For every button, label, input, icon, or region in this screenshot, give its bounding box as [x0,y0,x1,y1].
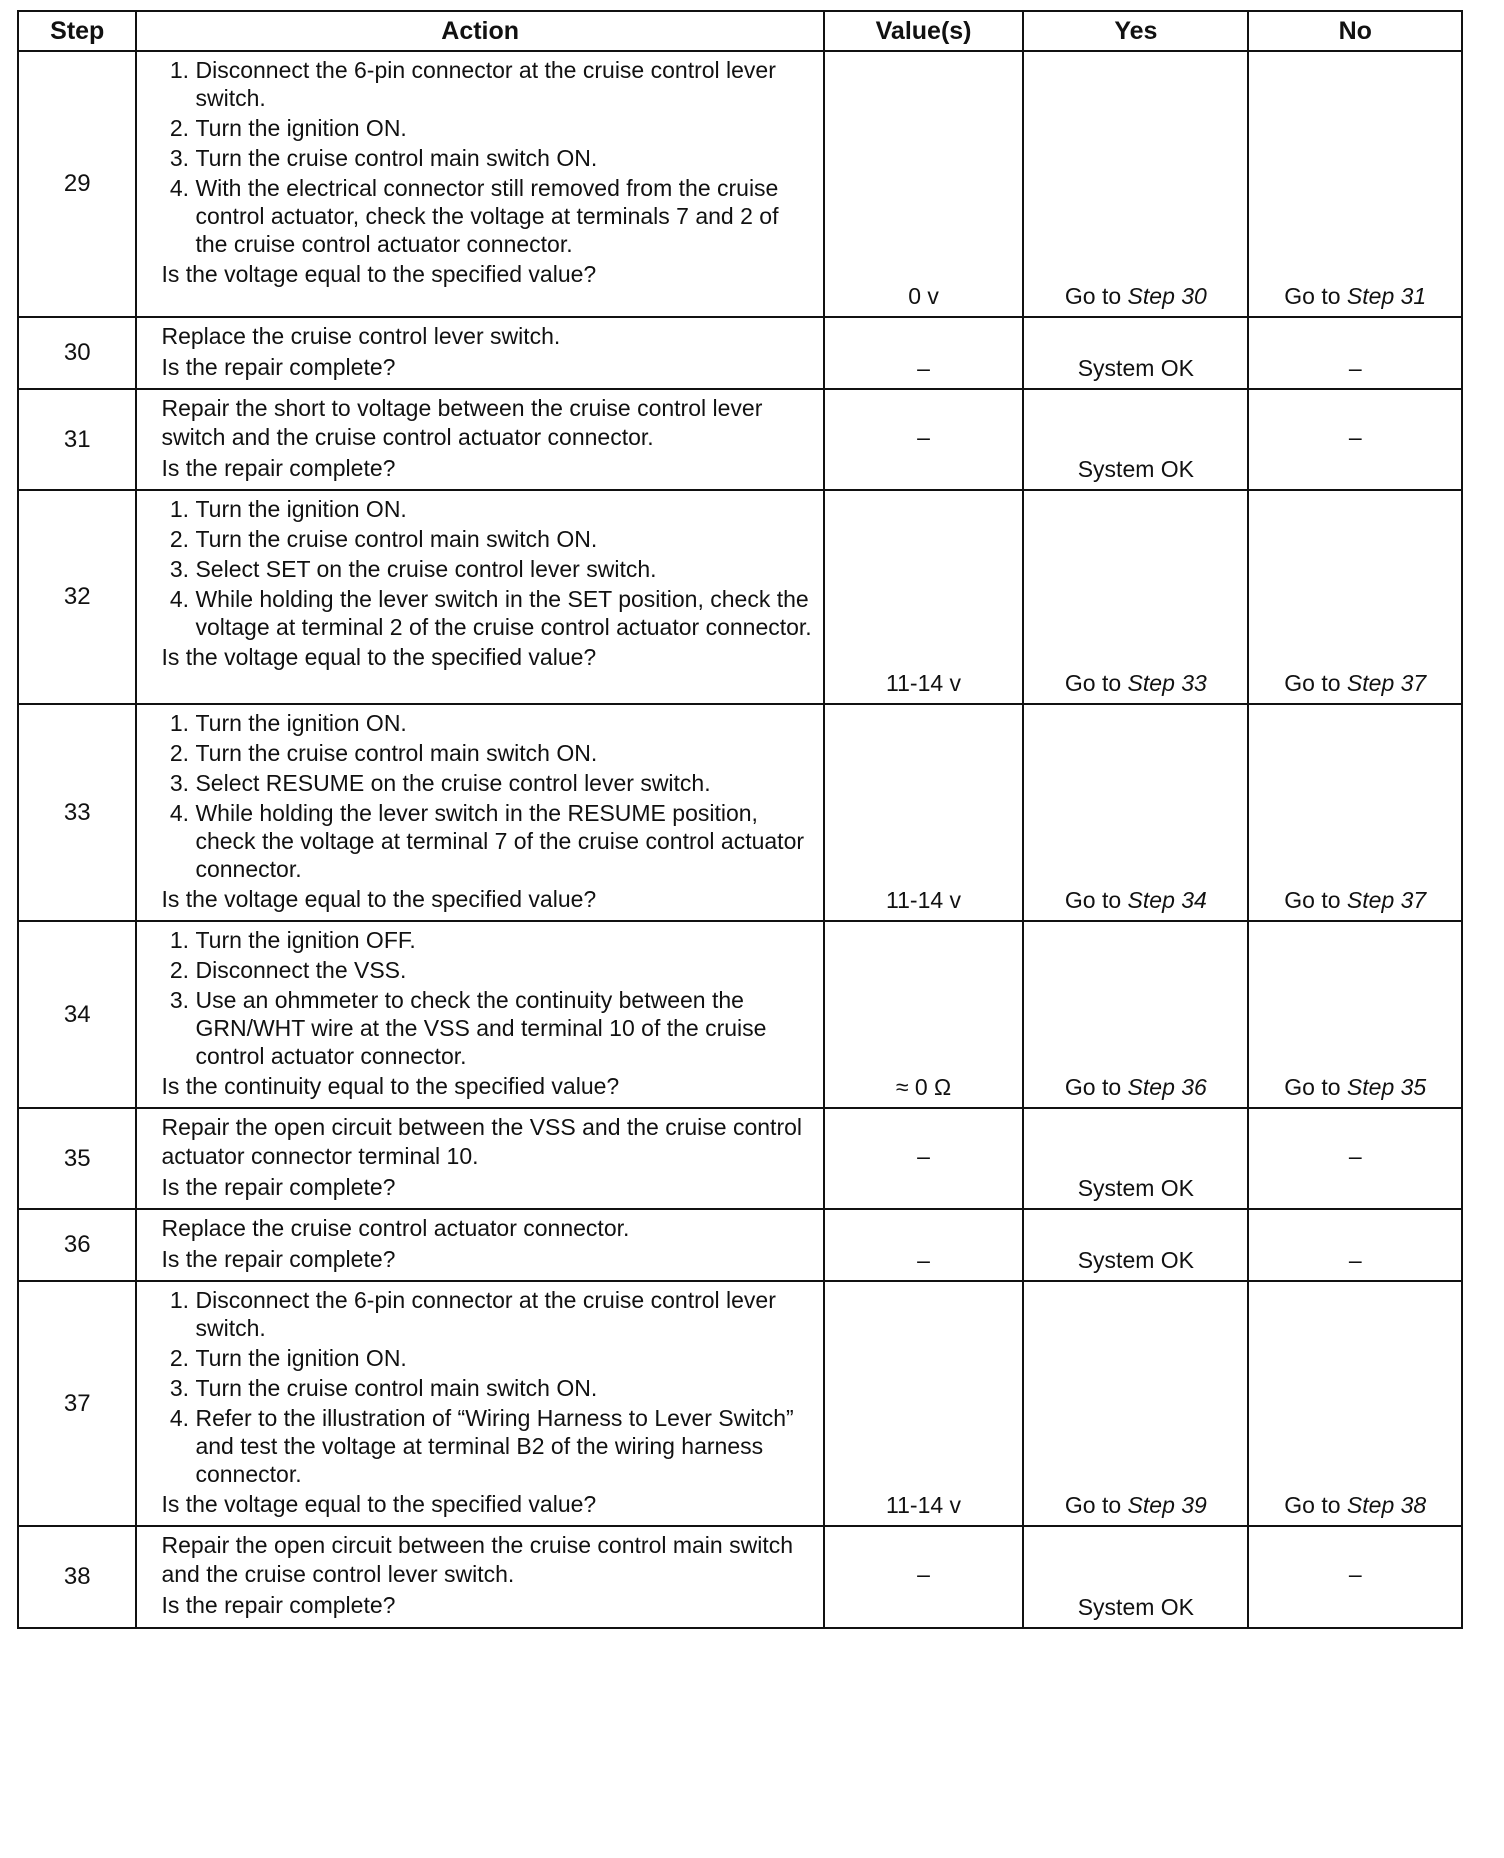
value-cell: – [824,1526,1023,1628]
yes-cell: System OK [1023,1108,1248,1209]
no-cell: – [1248,1108,1462,1209]
action-cell [136,51,823,317]
step-number: 35 [18,1108,136,1209]
action-question: Is the repair complete? [161,1592,396,1618]
yes-cell [1023,704,1248,921]
no-cell [1248,704,1462,921]
no-prefix: Go to [1284,1492,1347,1518]
no-cell: – [1248,1209,1462,1281]
action-text: Replace the cruise control lever switch. [161,323,561,349]
yes-cell: System OK [1023,317,1248,389]
no-cell: – [1248,1526,1462,1628]
action-step: 2. Turn the ignition ON. [195,1344,812,1372]
yes-step-link[interactable]: Step 34 [1127,887,1207,913]
action-text: Replace the cruise control actuator connector. [161,1215,630,1241]
value-cell: 11-14 v [824,490,1023,704]
step-number: 30 [18,317,136,389]
no-prefix: Go to [1284,1074,1347,1100]
table-row [18,51,1462,317]
action-step: 2. Turn the ignition ON. [195,114,812,142]
value-cell: 11-14 v [824,1281,1023,1526]
step-number: 37 [18,1281,136,1526]
table-row [18,704,1462,921]
action-step: 2. Turn the cruise control main switch ON. [195,739,812,767]
table-row [18,317,1462,389]
yes-step-link[interactable]: Step 33 [1127,670,1207,696]
no-step-link[interactable]: Step 37 [1346,887,1427,913]
header-values: Value(s) [824,11,1023,51]
action-question: Is the voltage equal to the specified value? [161,261,597,287]
action-step: 4. With the electrical connector still removed from the cruise control actuator, check the voltage at terminals 7 and 2 of the cruise control actuator connector. [195,174,812,258]
action-step: 2. Disconnect the VSS. [195,956,812,984]
diagnostic-table [17,10,1463,1629]
action-cell [136,1108,823,1209]
table-row [18,1281,1462,1526]
step-number: 36 [18,1209,136,1281]
action-step: 4. While holding the lever switch in the RESUME position, check the voltage at terminal 7 of the cruise control actuator connector. [195,799,812,883]
yes-prefix: Go to [1064,670,1128,696]
no-step-link[interactable]: Step 38 [1346,1492,1427,1518]
action-steps-list [161,495,812,641]
yes-cell: System OK [1023,1526,1248,1628]
action-text: Repair the short to voltage between the cruise control lever switch and the cruise control actuator connector. [161,395,763,450]
yes-cell [1023,490,1248,704]
action-step: 3. Turn the cruise control main switch ON. [195,144,812,172]
yes-cell [1023,51,1248,317]
step-number: 29 [18,51,136,317]
value-cell: 11-14 v [824,704,1023,921]
action-text: Repair the open circuit between the cruise control main switch and the cruise control lever switch. [161,1532,794,1587]
action-steps-list [161,56,812,258]
no-cell [1248,921,1462,1108]
table-row [18,1526,1462,1628]
no-cell: – [1248,389,1462,490]
step-number: 38 [18,1526,136,1628]
step-number: 34 [18,921,136,1108]
action-steps-list [161,709,812,883]
no-cell [1248,51,1462,317]
no-prefix: Go to [1284,670,1347,696]
no-step-link[interactable]: Step 31 [1346,283,1427,309]
yes-step-link[interactable]: Step 30 [1127,283,1207,309]
value-cell: – [824,317,1023,389]
header-row [18,11,1462,51]
no-prefix: Go to [1284,283,1347,309]
yes-step-link[interactable]: Step 39 [1127,1492,1207,1518]
value-cell: ≈ 0 Ω [824,921,1023,1108]
action-step: 1. Turn the ignition ON. [195,709,812,737]
action-cell [136,704,823,921]
action-question: Is the repair complete? [161,1174,396,1200]
yes-cell: System OK [1023,1209,1248,1281]
action-question: Is the voltage equal to the specified value? [161,886,597,912]
action-steps-list [161,926,812,1070]
action-cell [136,1281,823,1526]
action-question: Is the continuity equal to the specified value? [161,1073,620,1099]
step-number: 33 [18,704,136,921]
no-cell [1248,1281,1462,1526]
step-number: 31 [18,389,136,490]
action-step: 1. Disconnect the 6-pin connector at the cruise control lever switch. [195,1286,812,1342]
action-cell [136,317,823,389]
action-question: Is the repair complete? [161,455,396,481]
header-action: Action [136,11,823,51]
action-step: 1. Disconnect the 6-pin connector at the cruise control lever switch. [195,56,812,112]
no-step-link[interactable]: Step 37 [1346,670,1427,696]
yes-cell [1023,921,1248,1108]
action-step: 1. Turn the ignition ON. [195,495,812,523]
value-cell: – [824,1108,1023,1209]
action-text: Repair the open circuit between the VSS and the cruise control actuator connector terminal 10. [161,1114,803,1169]
value-cell: – [824,389,1023,490]
yes-step-link[interactable]: Step 36 [1127,1074,1207,1100]
action-cell [136,490,823,704]
yes-prefix: Go to [1064,887,1128,913]
no-cell [1248,490,1462,704]
yes-prefix: Go to [1064,283,1128,309]
no-cell: – [1248,317,1462,389]
action-steps-list [161,1286,812,1488]
action-step: 3. Select RESUME on the cruise control lever switch. [195,769,812,797]
table-row [18,389,1462,490]
yes-prefix: Go to [1064,1492,1128,1518]
header-yes: Yes [1023,11,1248,51]
action-step: 4. Refer to the illustration of “Wiring Harness to Lever Switch” and test the voltage at terminal B2 of the wiring harness connector. [195,1404,812,1488]
table-row [18,921,1462,1108]
value-cell: – [824,1209,1023,1281]
action-cell [136,1526,823,1628]
header-no: No [1248,11,1462,51]
action-step: 4. While holding the lever switch in the SET position, check the voltage at terminal 2 of the cruise control actuator connector. [195,585,812,641]
action-cell [136,389,823,490]
action-question: Is the repair complete? [161,354,396,380]
action-cell [136,921,823,1108]
table-row [18,490,1462,704]
table-row [18,1209,1462,1281]
action-question: Is the voltage equal to the specified value? [161,1491,597,1517]
table-row [18,1108,1462,1209]
no-step-link[interactable]: Step 35 [1346,1074,1427,1100]
step-number: 32 [18,490,136,704]
action-question: Is the repair complete? [161,1246,396,1272]
action-step: 1. Turn the ignition OFF. [195,926,812,954]
action-cell [136,1209,823,1281]
action-question: Is the voltage equal to the specified value? [161,644,597,670]
yes-prefix: Go to [1064,1074,1128,1100]
action-step: 3. Select SET on the cruise control lever switch. [195,555,812,583]
value-cell: 0 v [824,51,1023,317]
no-prefix: Go to [1284,887,1347,913]
action-step: 3. Use an ohmmeter to check the continuity between the GRN/WHT wire at the VSS and terminal 10 of the cruise control actuator connector. [195,986,812,1070]
action-step: 2. Turn the cruise control main switch ON. [195,525,812,553]
yes-cell [1023,1281,1248,1526]
action-step: 3. Turn the cruise control main switch ON. [195,1374,812,1402]
yes-cell: System OK [1023,389,1248,490]
header-step: Step [18,11,136,51]
